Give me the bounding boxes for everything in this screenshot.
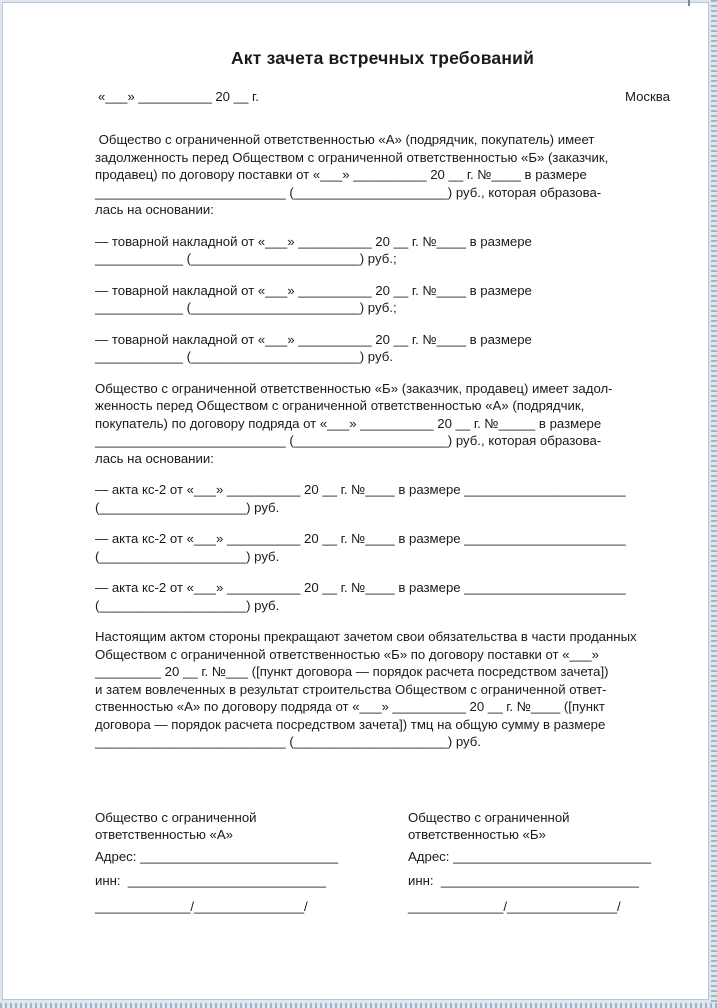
org-a-line1: Общество с ограниченной bbox=[95, 809, 257, 825]
org-a-signature: _____________/_______________/ bbox=[95, 898, 308, 914]
document-title: Акт зачета встречных требований bbox=[230, 48, 535, 68]
signature-left bbox=[95, 809, 357, 916]
paragraph-debt-a: Общество с ограниченной ответственностью «А» (подрядчик, покупатель) имеет задолженность перед Обществом с ограниченной ответственностью «Б» (заказчик, продавец) по договору поставки от «___» __________ 20 __ г. №____ в размере __________________________ (_____________________) руб., которая образова- лась на основании: bbox=[95, 132, 609, 217]
act-item-1: — акта кс-2 от «___» __________ 20 __ г. №____ в размере ______________________ (____________________) руб. bbox=[95, 482, 626, 515]
page-edge-bottom bbox=[0, 1003, 717, 1008]
invoice-item-2: — товарной накладной от «___» __________ 20 __ г. №____ в размере ____________ (_______________________) руб.; bbox=[95, 282, 532, 315]
signature-right bbox=[408, 809, 670, 916]
org-a-address: Адрес: ___________________________ bbox=[95, 848, 339, 864]
city-label: Москва bbox=[624, 88, 670, 104]
invoice-item-3: — товарной накладной от «___» __________ 20 __ г. №____ в размере ____________ (_______________________) руб. bbox=[95, 331, 532, 364]
org-b-address: Адрес: ___________________________ bbox=[408, 848, 652, 864]
paragraph-closing: Настоящим актом стороны прекращают зачетом свои обязательства в части проданных Обществом с ограниченной ответственностью «Б» по договору поставки от «___» _________ 20 __ г. №___ ([пункт договора — порядок расчета посредством зачета]) и затем вовлеченных в результат строительства Обществом с ограниченной ответ- ственностью «А» по договору подряда от «___» __________ 20 __ г. №____ ([пункт договора — порядок расчета посредством зачета]) тмц на общую сумму в размере __________________________ (_____________________) руб. bbox=[95, 629, 637, 749]
date-line bbox=[95, 88, 670, 106]
signature-block bbox=[95, 809, 670, 916]
invoice-item-1: — товарной накладной от «___» __________ 20 __ г. №____ в размере ____________ (_______________________) руб.; bbox=[95, 233, 532, 266]
document-body bbox=[95, 50, 670, 915]
corner-mark bbox=[688, 0, 690, 6]
org-b-line2: ответственностью «Б» bbox=[408, 827, 546, 842]
org-b-inn: инн: ___________________________ bbox=[408, 873, 639, 888]
org-b-signature: _____________/_______________/ bbox=[408, 898, 621, 914]
org-a-line2: ответственностью «А» bbox=[95, 827, 233, 842]
act-item-3: — акта кс-2 от «___» __________ 20 __ г. №____ в размере ______________________ (____________________) руб. bbox=[95, 580, 626, 613]
paragraph-debt-b: Общество с ограниченной ответственностью «Б» (заказчик, продавец) имеет задол- женность перед Обществом с ограниченной ответственностью «А» (подрядчик, покупатель) по договору подряда от «___» __________ 20 __ г. №_____ в размере __________________________ (_____________________) руб., которая образова- лась на основании: bbox=[95, 380, 613, 466]
page-edge-right bbox=[711, 0, 717, 1008]
org-b-line1: Общество с ограниченной bbox=[408, 809, 570, 825]
org-a-inn: инн: ___________________________ bbox=[95, 873, 326, 888]
date-placeholder: «___» __________ 20 __ г. bbox=[98, 88, 259, 104]
act-item-2: — акта кс-2 от «___» __________ 20 __ г. №____ в размере ______________________ (____________________) руб. bbox=[95, 531, 626, 564]
